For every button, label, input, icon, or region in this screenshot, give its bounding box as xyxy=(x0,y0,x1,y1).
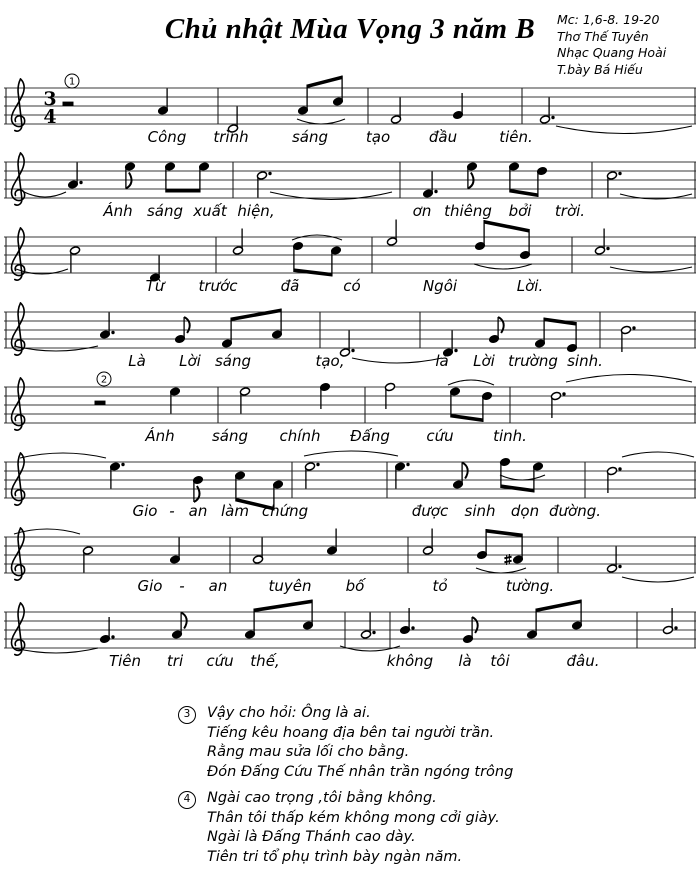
page-title: Chủ nhật Mùa Vọng 3 năm B xyxy=(164,13,536,45)
lyric-syllable: cứu xyxy=(206,652,234,670)
treble-clef-icon xyxy=(12,528,25,580)
lyric-syllable: thế, xyxy=(250,652,280,670)
lyric-syllable: sáng xyxy=(291,128,329,146)
lyric-syllable: đã xyxy=(280,277,300,295)
lyric-syllable: bởi xyxy=(508,202,532,220)
verse-line: Thân tôi thấp kém không mong cởi giày. xyxy=(207,809,500,826)
lyric-syllable: sinh xyxy=(464,502,496,520)
staff-system-2 xyxy=(0,142,700,224)
lyric-syllable: tường. xyxy=(505,577,555,595)
lyric-syllable: là xyxy=(435,352,449,370)
note xyxy=(125,162,136,189)
note xyxy=(450,387,461,418)
staff-system-5 xyxy=(0,367,700,449)
verse-3-marker: 3 xyxy=(178,706,196,724)
note xyxy=(199,162,210,193)
verse-line: Tiếng kêu hoang địa bên tai người trần. xyxy=(207,724,495,741)
staff-lines xyxy=(4,462,696,498)
lyric-syllable: hiện, xyxy=(237,202,275,220)
credit-arranger: T.bày Bá Hiếu xyxy=(557,61,643,77)
note xyxy=(509,162,520,193)
staff-canvas xyxy=(0,217,700,283)
lyric-syllable: Là xyxy=(128,352,146,370)
note xyxy=(70,246,81,273)
tie xyxy=(474,264,532,269)
credit-lyricist: Thơ Thế Tuyên xyxy=(557,28,649,44)
lyric-syllable: Tiên xyxy=(108,652,142,670)
lyric-syllable: chứng xyxy=(261,502,309,520)
tie xyxy=(24,192,66,197)
treble-clef-icon xyxy=(12,603,25,655)
credit-scripture-ref: Mc: 1,6-8. 19-20 xyxy=(557,12,660,27)
beam xyxy=(307,76,342,89)
treble-clef-icon xyxy=(12,153,25,205)
verse-4-lines xyxy=(207,789,500,867)
lyric-syllable: đâu. xyxy=(566,652,600,670)
verse-line: Tiên tri tổ phụ trình bày ngàn năm. xyxy=(207,848,463,865)
note xyxy=(423,529,434,556)
lyric-syllable: tuyên xyxy=(268,577,312,595)
lyric-syllable: thiêng xyxy=(444,202,492,220)
staff-system-6 xyxy=(0,442,700,524)
verse-line: Rằng mau sửa lối cho bằng. xyxy=(207,744,410,760)
beam xyxy=(231,309,281,322)
lyric-syllable: Đấng xyxy=(350,427,390,445)
note xyxy=(537,166,548,197)
lyric-syllable: an xyxy=(208,577,228,595)
lyric-syllable: tinh. xyxy=(493,427,527,445)
beam xyxy=(510,189,538,197)
note xyxy=(527,609,538,640)
lyric-syllable: Lời. xyxy=(516,277,544,295)
lyric-syllable: xuất xyxy=(193,202,227,220)
treble-clef-icon xyxy=(12,453,25,505)
treble-clef-icon xyxy=(12,228,25,280)
beam xyxy=(501,484,534,492)
verse-line: Đón Đấng Cứu Thế nhân trần ngóng trông xyxy=(207,763,514,780)
lyric-syllable: Công xyxy=(147,128,187,146)
svg-text:2: 2 xyxy=(100,374,108,386)
credit-composer: Nhạc Quang Hoài xyxy=(557,45,667,60)
note xyxy=(607,171,622,198)
staff-canvas xyxy=(0,517,700,583)
note xyxy=(165,162,176,193)
lyric-syllable: trước xyxy=(198,277,238,295)
beam xyxy=(294,268,332,276)
staff-system-3 xyxy=(0,217,700,299)
phrase-marker xyxy=(97,372,111,386)
verse-3 xyxy=(178,704,513,782)
beam xyxy=(486,529,522,537)
verse-line: Vậy cho hỏi: Ông là ai. xyxy=(207,705,371,721)
tie xyxy=(304,451,398,456)
lyric-syllable: Gio xyxy=(137,577,163,595)
note xyxy=(253,538,264,565)
staff-canvas xyxy=(0,292,700,358)
tie xyxy=(20,453,106,458)
tie xyxy=(14,648,98,653)
lyric-syllable: trời. xyxy=(554,202,586,220)
note xyxy=(540,98,555,125)
lyric-syllable: tri xyxy=(166,652,184,670)
note xyxy=(298,85,309,116)
tie xyxy=(476,568,526,573)
staff-lines xyxy=(4,537,696,573)
note xyxy=(504,534,523,566)
verse-line: Ngài là Đấng Thánh cao dày. xyxy=(207,829,416,845)
time-signature xyxy=(43,88,56,128)
note xyxy=(158,89,169,116)
lyric-syllable: sinh. xyxy=(567,352,603,370)
note xyxy=(535,318,546,349)
tie xyxy=(448,380,494,385)
note xyxy=(387,220,398,247)
beam xyxy=(484,220,529,233)
beam xyxy=(536,600,581,613)
sharp-icon xyxy=(504,554,511,565)
lyric-syllable: cứu xyxy=(426,427,454,445)
tie xyxy=(610,267,692,272)
lyric-syllable: sáng xyxy=(214,352,252,370)
lyric-syllable: trình xyxy=(213,128,249,146)
lyric-syllable: chính xyxy=(279,427,321,445)
note xyxy=(235,471,246,502)
lyric-syllable: đầu xyxy=(428,128,458,146)
lyric-syllable: tạo xyxy=(365,128,391,146)
lyric-syllable: tiên. xyxy=(499,128,533,146)
staff-system-7 xyxy=(0,517,700,599)
staff-canvas xyxy=(0,367,700,433)
beam xyxy=(451,414,483,422)
staff-canvas xyxy=(0,68,700,134)
lyric-syllable: Từ xyxy=(145,277,165,295)
note xyxy=(170,538,181,565)
note xyxy=(607,547,622,574)
note xyxy=(467,162,478,189)
note xyxy=(475,220,486,251)
note xyxy=(395,462,410,489)
lyric-syllable: dọn xyxy=(510,502,540,520)
note xyxy=(500,457,511,488)
verse-4 xyxy=(178,789,500,867)
note xyxy=(222,318,233,349)
note xyxy=(595,229,610,256)
note xyxy=(240,387,251,414)
note xyxy=(482,391,493,422)
verse-3-lines xyxy=(207,704,513,782)
lyric-syllable: tạo, xyxy=(315,352,345,370)
staff-system-1 xyxy=(0,68,700,150)
note xyxy=(477,529,488,560)
lyric-syllable: làm xyxy=(221,502,249,520)
note xyxy=(423,172,438,199)
note xyxy=(68,163,83,190)
tie xyxy=(556,126,692,134)
lyric-syllable: an xyxy=(188,502,208,520)
tie xyxy=(622,577,694,582)
note xyxy=(245,609,256,640)
staff-lines xyxy=(4,612,696,648)
lyric-syllable: Ngôi xyxy=(422,277,458,295)
note xyxy=(293,241,304,272)
note xyxy=(391,98,402,125)
lyric-syllable: có xyxy=(343,277,361,295)
phrase-marker xyxy=(65,74,79,88)
svg-text:3: 3 xyxy=(43,88,57,110)
treble-clef-icon xyxy=(12,378,25,430)
lyric-syllable: sáng xyxy=(146,202,184,220)
note xyxy=(520,229,531,260)
lyric-syllable: đường. xyxy=(548,502,602,520)
note xyxy=(257,171,272,198)
note xyxy=(305,462,320,489)
tie xyxy=(622,452,694,457)
staff-system-8 xyxy=(0,592,700,674)
lyric-syllable: bố xyxy=(345,577,365,595)
tie xyxy=(566,375,692,383)
lyric-syllable: tỏ xyxy=(432,577,448,595)
note xyxy=(172,613,187,640)
staff-system-4 xyxy=(0,292,700,374)
note xyxy=(100,313,115,340)
staff-canvas xyxy=(0,442,700,508)
lyric-syllable: tôi xyxy=(490,652,510,670)
note xyxy=(170,387,181,414)
treble-clef-icon xyxy=(12,79,25,131)
staff-lines xyxy=(4,88,696,124)
note xyxy=(453,463,468,490)
staff-canvas xyxy=(0,592,700,658)
note xyxy=(331,246,342,277)
staff-lines xyxy=(4,387,696,423)
note xyxy=(361,613,376,640)
beam xyxy=(544,318,576,326)
tie xyxy=(352,358,442,363)
lyric-syllable: sáng xyxy=(211,427,249,445)
tie xyxy=(500,475,545,480)
lyric-syllable: trường xyxy=(508,352,558,370)
note xyxy=(327,529,338,556)
half-rest xyxy=(95,401,106,405)
lyric-syllable: không xyxy=(386,652,434,670)
lyric-syllable: Ánh xyxy=(145,427,175,445)
verse-4-marker: 4 xyxy=(178,791,196,809)
lyric-syllable: được xyxy=(411,502,449,520)
beam xyxy=(254,600,312,613)
tie xyxy=(297,119,345,124)
lyric-syllable: Lời xyxy=(179,352,201,370)
svg-text:4: 4 xyxy=(43,106,57,128)
beam xyxy=(166,189,200,193)
lyric-syllable: ơn xyxy=(412,202,432,220)
half-rest xyxy=(63,102,74,106)
staff-lines xyxy=(4,312,696,348)
lyric-syllable: Ánh xyxy=(103,202,133,220)
note xyxy=(110,462,125,489)
verse-line: Ngài cao trọng ,tôi bằng không. xyxy=(207,790,437,806)
lyric-syllable: là xyxy=(458,652,472,670)
staff-canvas xyxy=(0,142,700,208)
lyric-syllable: - xyxy=(179,577,185,595)
lyric-syllable: Gio xyxy=(132,502,158,520)
svg-text:1: 1 xyxy=(68,76,76,88)
note xyxy=(233,229,244,256)
lyric-syllable: Lời xyxy=(473,352,495,370)
staff-lines xyxy=(4,237,696,273)
note xyxy=(567,322,578,353)
note xyxy=(83,546,94,573)
lyric-syllable: - xyxy=(169,502,175,520)
